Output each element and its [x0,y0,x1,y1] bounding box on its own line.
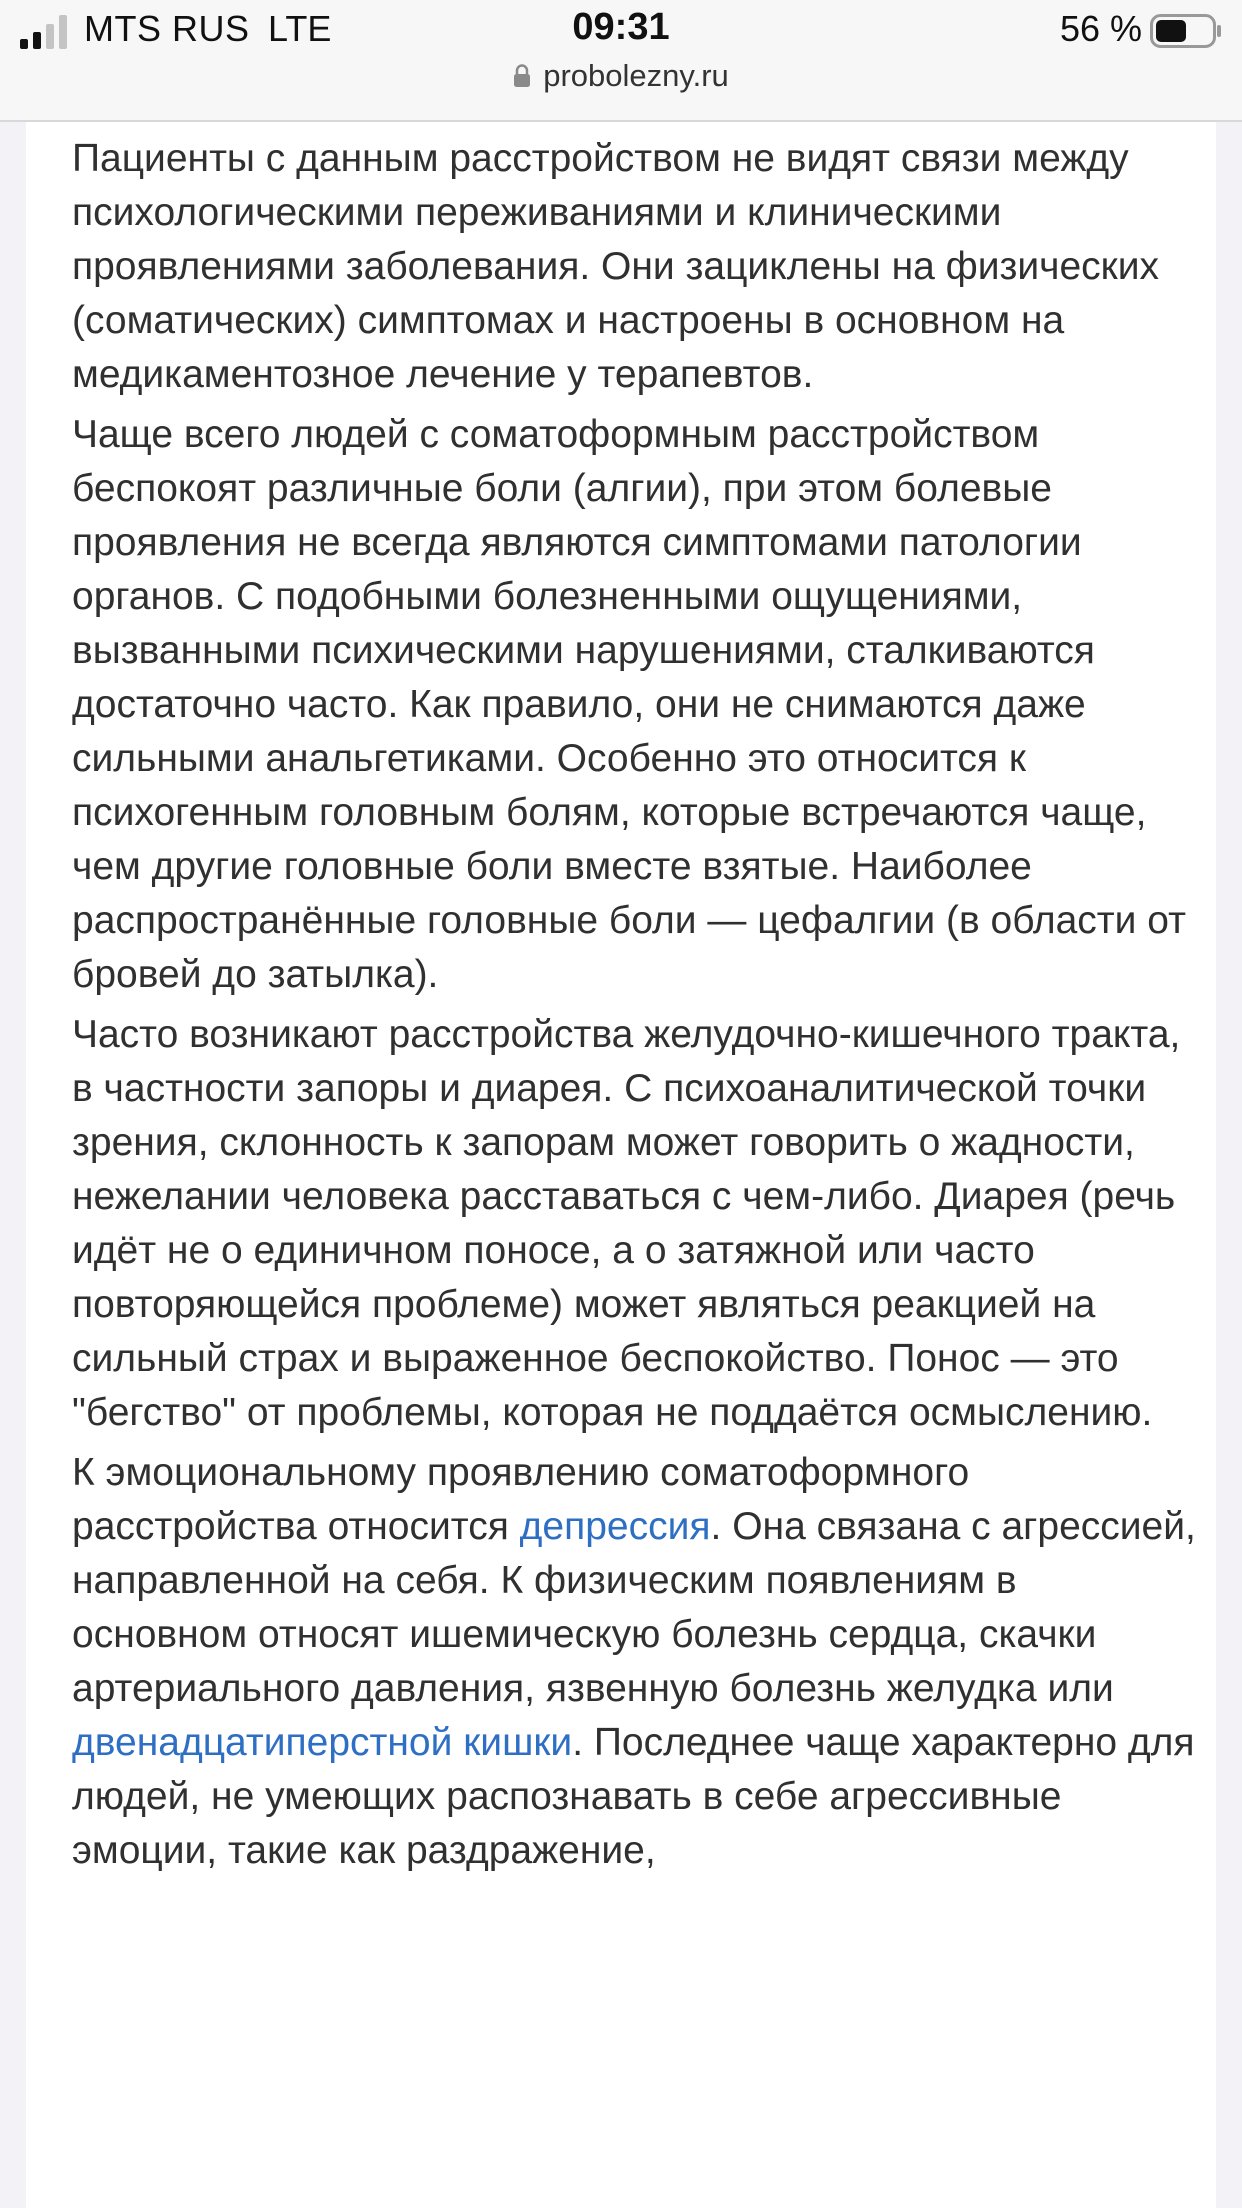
status-bar [0,0,1242,122]
paragraph-3: Часто возникают расстройства желудочно-кишечного тракта, в частности запоры и диарея. С психоаналитической точки зрения, склонность к запорам может говорить о жадности, нежелании человека расставаться с чем-либо. Диарея (речь идёт не о единичном поносе, а о затяжной или часто повторяющейся проблеме) может являться реакцией на сильный страх и выраженное беспокойство. Понос — это "бегство" от проблемы, которая не поддаётся осмыслению. [72,1013,1181,1434]
paragraph-4 [72,1446,1202,1878]
status-time: 09:31 [572,6,670,48]
paragraph-2: Чаще всего людей с соматоформным расстройством беспокоят различные боли (алгии), при этом болевые проявления не всегда являются симптомами патологии органов. С подобными болезненными ощущениями, вызванными психическими нарушениями, сталкиваются достаточно часто. Как правило, они не снимаются даже сильными анальгетиками. Особенно это относится к психогенным головным болям, которые встречаются чаще, чем другие головные боли вместе взятые. Наиболее распространённые головные боли — цефалгии (в области от бровей до затылка). [72,413,1186,996]
url-text: probolezny.ru [543,58,729,93]
paragraph-4-text-1: К эмоциональному проявлению соматоформного расстройства относится [72,1451,970,1548]
depression-link[interactable]: депрессия [519,1505,711,1548]
paragraph-4-text-2: . Она связана с агрессией, направленной на себя. К физическим появлениям в основном относят ишемическую болезнь сердца, скачки артериального давления, язвенную болезнь желудка или [72,1505,1196,1710]
lock-icon [513,64,531,88]
carrier-name: MTS RUS [84,8,250,49]
address-bar[interactable] [0,58,1242,94]
battery-icon [1150,14,1222,48]
paragraph-1: Пациенты с данным расстройством не видят связи между психологическими переживаниями и клиническими проявлениями заболевания. Они зациклены на физических (соматических) симптомах и настроены в основном на медикаментозное лечение у терапевтов. [72,137,1160,396]
network-type: LTE [268,8,332,49]
battery-percent: 56 % [1059,8,1142,49]
duodenum-link[interactable]: двенадцатиперстной кишки [72,1721,573,1764]
paragraph-4-text-3: . Последнее чаще характерно для людей, не умеющих распознавать в себе агрессивные эмоции, такие как раздражение, [72,1721,1195,1872]
web-page[interactable] [26,122,1216,2208]
article-body [72,132,1202,1884]
